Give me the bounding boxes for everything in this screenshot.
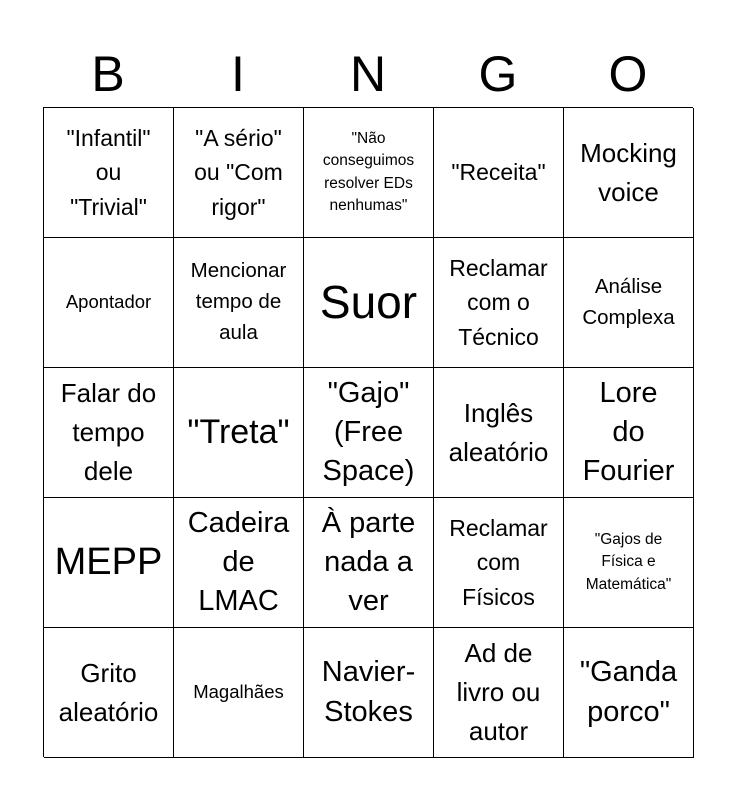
cell-text: Grito aleatório (58, 657, 159, 727)
bingo-cell[interactable] (304, 368, 434, 498)
bingo-cell[interactable] (304, 238, 434, 368)
cell-text: Ad de livro ou autor (456, 638, 541, 746)
bingo-cell[interactable] (564, 368, 694, 498)
bingo-cell[interactable] (44, 238, 174, 368)
bingo-cell[interactable] (174, 368, 304, 498)
bingo-cell[interactable] (174, 628, 304, 758)
cell-text: Cadeira de LMAC (187, 506, 290, 618)
bingo-cell[interactable] (44, 628, 174, 758)
bingo-cell[interactable] (44, 498, 174, 628)
bingo-cell[interactable] (564, 238, 694, 368)
bingo-cell[interactable] (434, 108, 564, 238)
bingo-cell[interactable] (434, 238, 564, 368)
bingo-cell[interactable] (44, 368, 174, 498)
cell-text: Inglês aleatório (448, 397, 549, 467)
cell-text: Magalhães (193, 681, 284, 703)
cell-text: Navier- Stokes (321, 656, 416, 728)
header-letter-n: N (349, 46, 387, 102)
cell-text: "Gajo" (Free Space) (322, 376, 415, 488)
bingo-board (43, 107, 693, 757)
bingo-cell[interactable] (304, 498, 434, 628)
cell-text: Mencionar tempo de aula (190, 259, 287, 344)
cell-text: MEPP (54, 540, 163, 583)
cell-text: Suor (319, 275, 418, 328)
cell-text: Mocking voice (580, 137, 677, 207)
cell-text: Lore do Fourier (582, 376, 675, 488)
cell-text: Reclamar com Físicos (449, 514, 548, 610)
header-letter-i: I (231, 46, 245, 102)
cell-text: "Treta" (187, 413, 290, 452)
header-letter-g: G (478, 46, 518, 102)
cell-text: Análise Complexa (582, 274, 675, 329)
cell-text: "A sério" ou "Com rigor" (194, 124, 283, 220)
cell-text: "Ganda porco" (579, 656, 678, 728)
bingo-cell[interactable] (434, 498, 564, 628)
bingo-cell[interactable] (174, 498, 304, 628)
bingo-cell[interactable] (434, 628, 564, 758)
cell-text: Apontador (65, 291, 152, 313)
header-letter-b: B (91, 46, 125, 102)
cell-text: Falar do tempo dele (60, 378, 157, 486)
bingo-cell[interactable] (304, 108, 434, 238)
bingo-cell[interactable] (174, 108, 304, 238)
cell-text: "Não conseguimos resolver EDs nenhumas" (322, 129, 415, 214)
bingo-cell[interactable] (564, 108, 694, 238)
bingo-header (43, 40, 693, 108)
cell-text: Reclamar com o Técnico (449, 254, 548, 350)
cell-text: À parte nada a ver (321, 506, 416, 618)
bingo-cell[interactable] (44, 108, 174, 238)
bingo-cell[interactable] (434, 368, 564, 498)
bingo-cell[interactable] (564, 498, 694, 628)
header-letter-o: O (608, 46, 648, 102)
cell-text: "Gajos de Física e Matemática" (585, 530, 672, 593)
cell-text: "Infantil" ou "Trivial" (66, 124, 151, 220)
bingo-cell[interactable] (304, 628, 434, 758)
cell-text: "Receita" (451, 159, 546, 186)
bingo-cell[interactable] (174, 238, 304, 368)
bingo-cell[interactable] (564, 628, 694, 758)
